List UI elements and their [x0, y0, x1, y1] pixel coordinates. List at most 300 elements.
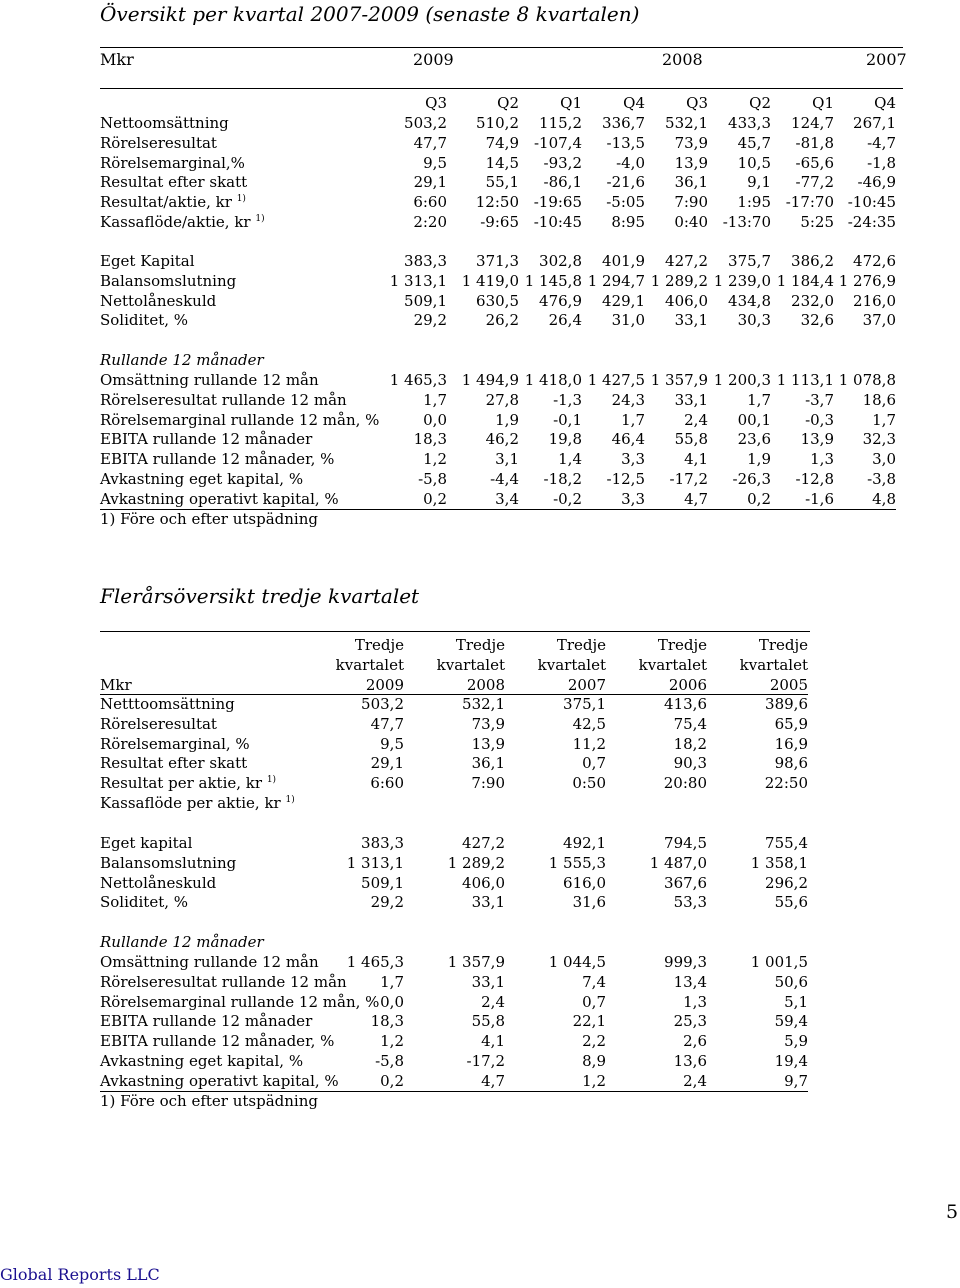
- row-label: [100, 195, 246, 210]
- row-label: [100, 873, 217, 892]
- footnote-marker: 1): [255, 214, 265, 224]
- table-cell: -10:45: [847, 193, 896, 212]
- table-cell: 22:50: [764, 774, 808, 793]
- table-cell: 755,4: [765, 834, 808, 852]
- footnote-marker: 1): [285, 795, 295, 805]
- table-cell: -1,8: [867, 153, 896, 172]
- section1-year-2008: 2008: [662, 50, 703, 69]
- table-cell: 1 294,7: [587, 271, 645, 290]
- table-cell: 434,8: [728, 291, 771, 310]
- row-label: [100, 489, 339, 508]
- table-cell: 3,4: [495, 489, 519, 508]
- table-cell: 50,6: [774, 972, 808, 991]
- quarter-header: Q2: [749, 94, 771, 112]
- table-cell: 10,5: [737, 153, 771, 172]
- table-cell: 23,6: [737, 430, 771, 449]
- table-cell: -0,3: [805, 410, 834, 429]
- row-label-text: EBITA rullande 12 månader, %: [100, 1032, 335, 1051]
- table-cell: 4,7: [481, 1071, 505, 1090]
- table-cell: -13:70: [722, 213, 771, 231]
- table-cell: 232,0: [791, 291, 834, 310]
- table-cell: 13,4: [673, 972, 707, 991]
- table-cell: -4,4: [490, 470, 519, 488]
- table-cell: 12:50: [475, 193, 519, 212]
- table-cell: 413,6: [664, 695, 707, 713]
- table-cell: 4,1: [684, 450, 708, 469]
- table-cell: 98,6: [774, 754, 808, 773]
- table-cell: 1 357,9: [447, 953, 505, 971]
- table-cell: 3,0: [872, 450, 896, 469]
- table-cell: 13,6: [673, 1052, 707, 1070]
- table-cell: 27,8: [485, 390, 519, 409]
- table-cell: -19:65: [533, 193, 582, 212]
- table-cell: -77,2: [795, 173, 834, 192]
- table-cell: 1 289,2: [650, 271, 708, 290]
- table-cell: 0:40: [674, 213, 708, 231]
- table-cell: 75,4: [673, 714, 707, 733]
- row-label: [100, 116, 229, 131]
- quarter-header: Q1: [812, 94, 834, 112]
- table-cell: 37,0: [862, 311, 896, 330]
- column-header-line2: kvartalet: [537, 656, 606, 674]
- table-cell: 124,7: [791, 114, 834, 132]
- table-cell: 1 145,8: [524, 271, 582, 290]
- table-cell: -26,3: [732, 470, 771, 488]
- table-cell: 9,7: [784, 1071, 808, 1090]
- table-cell: 401,9: [602, 252, 645, 270]
- quarter-header: Q2: [497, 94, 519, 112]
- table-cell: 1,9: [495, 410, 519, 429]
- table-cell: 1 494,9: [461, 371, 519, 389]
- table-cell: 13,9: [471, 734, 505, 753]
- footer-brand: Global Reports LLC: [0, 1265, 160, 1284]
- row-label-text: EBITA rullande 12 månader, %: [100, 450, 335, 469]
- table-cell: -9:65: [480, 213, 519, 231]
- table-cell: 2,2: [582, 1032, 606, 1051]
- row-label-text: Soliditet, %: [100, 893, 189, 912]
- table-cell: 1,3: [810, 450, 834, 469]
- table-cell: 1 465,3: [389, 371, 447, 389]
- table-cell: -13,5: [606, 133, 645, 152]
- table-cell: 367,6: [664, 873, 707, 892]
- year-header: 2008: [466, 676, 505, 694]
- table-cell: 6:60: [413, 193, 447, 212]
- table-cell: 11,2: [572, 734, 606, 753]
- table-cell: 18,2: [673, 734, 707, 753]
- table-cell: 45,7: [737, 133, 771, 152]
- table-cell: 1 555,3: [548, 853, 606, 872]
- table-cell: 1,7: [380, 972, 404, 991]
- row-label-text: Avkastning eget kapital, %: [100, 470, 304, 488]
- row-label: [100, 853, 237, 872]
- table-cell: -93,2: [543, 153, 582, 172]
- row-label: [100, 215, 265, 230]
- table-cell: -0,1: [553, 410, 582, 429]
- table-cell: 1 184,4: [776, 271, 834, 290]
- page-number: 5: [946, 1201, 959, 1223]
- table-cell: -5:05: [606, 193, 645, 212]
- table-cell: 2,4: [683, 1071, 707, 1090]
- table-cell: 1 487,0: [649, 853, 707, 872]
- section2-rolling-heading: Rullande 12 månader: [100, 933, 264, 951]
- table-cell: 29,1: [413, 173, 447, 192]
- table-cell: -107,4: [533, 133, 582, 152]
- table-cell: 1 419,0: [461, 271, 519, 290]
- row-label: [100, 1054, 303, 1069]
- table-cell: 1 239,0: [713, 271, 771, 290]
- row-label-text: Rörelseresultat rullande 12 mån: [100, 390, 347, 409]
- table-cell: 386,2: [791, 252, 834, 270]
- row-label: [100, 472, 303, 487]
- table-cell: 36,1: [471, 754, 505, 773]
- row-label-text: Rörelseresultat: [100, 133, 217, 152]
- table-cell: 1 044,5: [548, 953, 606, 971]
- table-cell: 14,5: [485, 153, 519, 172]
- table-cell: -1,3: [553, 390, 582, 409]
- table-cell: 1,4: [558, 450, 582, 469]
- table-cell: 25,3: [673, 1012, 707, 1031]
- table-cell: 2,6: [683, 1032, 707, 1051]
- table-cell: 55,8: [674, 430, 708, 449]
- table-cell: 375,7: [728, 252, 771, 270]
- table-cell: 1,7: [872, 410, 896, 429]
- table-cell: 1 357,9: [650, 371, 708, 389]
- table-cell: 16,9: [774, 734, 808, 753]
- row-label-text: Nettoomsättning: [100, 114, 229, 132]
- table-cell: 53,3: [673, 893, 707, 912]
- table-cell: 55,6: [774, 893, 808, 912]
- table-cell: 19,4: [774, 1052, 808, 1070]
- table-cell: 371,3: [476, 252, 519, 270]
- table-cell: 55,8: [471, 1012, 505, 1031]
- row-label-text: Rörelsemarginal, %: [100, 734, 250, 753]
- table-cell: 4,7: [684, 489, 708, 508]
- table-cell: 616,0: [563, 873, 606, 892]
- row-label-text: Resultat per aktie, kr: [100, 774, 263, 793]
- table-cell: 476,9: [539, 291, 582, 310]
- table-cell: -17,2: [669, 470, 708, 488]
- table-cell: 509,1: [361, 873, 404, 892]
- column-header-line1: Tredje: [556, 636, 606, 654]
- table-cell: 8,9: [582, 1052, 606, 1070]
- table-cell: 1 418,0: [524, 371, 582, 389]
- quarter-header: Q3: [425, 94, 447, 112]
- column-header-line2: kvartalet: [638, 656, 707, 674]
- table-cell: 1 001,5: [750, 953, 808, 971]
- table-cell: 74,9: [485, 133, 519, 152]
- quarter-header: Q1: [560, 94, 582, 112]
- table-cell: 3,1: [495, 450, 519, 469]
- row-label-text: Rörelseresultat: [100, 714, 217, 733]
- row-label: [100, 175, 247, 190]
- quarter-header: Q4: [623, 94, 645, 112]
- row-label: [100, 291, 217, 310]
- table-cell: -10:45: [533, 213, 582, 231]
- column-header-line2: kvartalet: [335, 656, 404, 674]
- section1-year-2009: 2009: [413, 50, 454, 69]
- table-cell: 510,2: [476, 114, 519, 132]
- year-header: 2009: [365, 676, 404, 694]
- table-cell: 0,2: [747, 489, 771, 508]
- table-cell: 1,7: [423, 390, 447, 409]
- column-header-line1: Tredje: [758, 636, 808, 654]
- row-label-text: Rörelsemarginal rullande 12 mån, %: [100, 992, 380, 1011]
- row-label-text: Kassaflöde/aktie, kr: [100, 213, 251, 231]
- footnote-marker: 1): [236, 194, 246, 205]
- table-cell: 7,4: [582, 972, 606, 991]
- table-cell: 406,0: [665, 291, 708, 310]
- section2-title: Flerårsöversikt tredje kvartalet: [100, 584, 420, 608]
- table-cell: 630,5: [476, 291, 519, 310]
- table-cell: -18,2: [543, 470, 582, 488]
- table-cell: -17,2: [466, 1052, 505, 1070]
- table-cell: 32,3: [862, 430, 896, 449]
- table-cell: 9,5: [423, 153, 447, 172]
- table-cell: 22,1: [572, 1012, 606, 1031]
- table-cell: -5,8: [375, 1052, 404, 1070]
- row-label-text: Omsättning rullande 12 mån: [100, 953, 319, 971]
- table-cell: 0,2: [380, 1071, 404, 1090]
- row-label-text: Avkastning operativt kapital, %: [100, 489, 339, 508]
- table-cell: 427,2: [462, 834, 505, 852]
- table-cell: 18,3: [370, 1012, 404, 1031]
- table-cell: 216,0: [853, 291, 896, 310]
- table-cell: 7:90: [674, 193, 708, 212]
- table-cell: 429,1: [602, 291, 645, 310]
- table-cell: 1 358,1: [750, 853, 808, 872]
- table-cell: -12,5: [606, 470, 645, 488]
- table-cell: 1 276,9: [838, 271, 896, 290]
- table-cell: 29,2: [413, 311, 447, 330]
- table-cell: 1 427,5: [587, 371, 645, 389]
- table-cell: 5,9: [784, 1032, 808, 1051]
- table-cell: 794,5: [664, 834, 707, 852]
- table-cell: 13,9: [674, 153, 708, 172]
- table-cell: 115,2: [539, 114, 582, 132]
- row-label: [100, 254, 195, 269]
- table-cell: -17:70: [785, 193, 834, 212]
- row-label-text: Eget kapital: [100, 834, 193, 852]
- row-label-text: EBITA rullande 12 månader: [100, 1012, 313, 1031]
- table-cell: 383,3: [404, 252, 447, 270]
- table-cell: 26,4: [548, 311, 582, 330]
- table-cell: 9,1: [747, 173, 771, 192]
- row-label: [100, 271, 237, 290]
- table-cell: 336,7: [602, 114, 645, 132]
- section1-footnote: 1) Före och efter utspädning: [100, 510, 318, 528]
- table-cell: 5,1: [784, 992, 808, 1011]
- table-cell: 0,7: [582, 992, 606, 1011]
- table-cell: 1,3: [683, 992, 707, 1011]
- table-cell: 3,3: [621, 489, 645, 508]
- year-header: 2005: [769, 676, 808, 694]
- column-header-line1: Tredje: [657, 636, 707, 654]
- section1-unit: Mkr: [100, 50, 134, 69]
- table-cell: 1,7: [621, 410, 645, 429]
- table-cell: 30,3: [737, 311, 771, 330]
- section2-footnote: 1) Före och efter utspädning: [100, 1092, 318, 1110]
- year-header: 2007: [567, 676, 606, 694]
- table-cell: 29,1: [370, 754, 404, 773]
- row-label-text: Resultat efter skatt: [100, 173, 248, 192]
- section1-year-2007: 2007: [866, 50, 907, 69]
- table-cell: 383,3: [361, 834, 404, 852]
- table-cell: 4,1: [481, 1032, 505, 1051]
- table-cell: 73,9: [471, 714, 505, 733]
- table-cell: 1 313,1: [389, 271, 447, 290]
- row-label-text: EBITA rullande 12 månader: [100, 430, 313, 449]
- table-cell: 24,3: [611, 390, 645, 409]
- table-cell: -4,7: [867, 133, 896, 152]
- table-cell: 389,6: [765, 695, 808, 713]
- table-cell: 1 289,2: [447, 853, 505, 872]
- table-cell: 33,1: [674, 311, 708, 330]
- table-cell: 0,0: [380, 992, 404, 1011]
- section1-title: Översikt per kvartal 2007-2009 (senaste 8 kvartalen): [100, 2, 640, 26]
- row-label: [100, 133, 217, 152]
- section2-top-rule: [100, 631, 810, 632]
- section2-unit: Mkr: [100, 676, 132, 694]
- table-cell: -4,0: [616, 153, 645, 172]
- table-cell: 1 313,1: [346, 853, 404, 872]
- table-cell: -86,1: [543, 173, 582, 192]
- table-cell: 427,2: [665, 252, 708, 270]
- table-cell: -46,9: [857, 173, 896, 192]
- table-cell: 472,6: [853, 252, 896, 270]
- row-label-text: Rörelseresultat rullande 12 mån: [100, 972, 347, 991]
- table-cell: 20:80: [663, 774, 707, 793]
- row-label: [100, 153, 245, 172]
- column-header-line2: kvartalet: [739, 656, 808, 674]
- table-cell: 406,0: [462, 873, 505, 892]
- table-cell: 532,1: [462, 695, 505, 713]
- table-cell: 492,1: [563, 834, 606, 852]
- row-label-text: Eget Kapital: [100, 252, 195, 270]
- row-label: [100, 756, 247, 771]
- row-label-text: Nettolåneskuld: [100, 291, 217, 310]
- table-cell: 13,9: [800, 430, 834, 449]
- table-cell: 509,1: [404, 291, 447, 310]
- table-cell: 31,6: [572, 893, 606, 912]
- table-cell: 00,1: [737, 410, 771, 429]
- row-label: [100, 895, 188, 910]
- table-cell: 65,9: [774, 714, 808, 733]
- table-cell: 9,5: [380, 734, 404, 753]
- quarter-header: Q3: [686, 94, 708, 112]
- row-label-text: Resultat/aktie, kr: [100, 193, 232, 212]
- row-label: [100, 836, 192, 851]
- table-cell: 267,1: [853, 114, 896, 132]
- table-cell: 1 078,8: [838, 371, 896, 389]
- table-cell: 5:25: [800, 213, 834, 231]
- table-cell: 3,3: [621, 450, 645, 469]
- table-cell: 0,2: [423, 489, 447, 508]
- table-cell: 532,1: [665, 114, 708, 132]
- row-label: [100, 734, 250, 753]
- table-cell: 59,4: [774, 1012, 808, 1031]
- table-cell: 55,1: [485, 173, 519, 192]
- table-cell: -1,6: [805, 489, 834, 508]
- section1-header-rule: [100, 88, 903, 89]
- table-cell: 33,1: [471, 893, 505, 912]
- row-label: [100, 714, 217, 733]
- year-header: 2006: [668, 676, 707, 694]
- table-cell: 42,5: [572, 714, 606, 733]
- table-cell: 1,9: [747, 450, 771, 469]
- row-label-text: Rörelsemarginal rullande 12 mån, %: [100, 410, 380, 429]
- row-label-text: Soliditet, %: [100, 311, 189, 330]
- row-label-text: Resultat efter skatt: [100, 754, 248, 773]
- column-header-line1: Tredje: [354, 636, 404, 654]
- table-cell: 47,7: [370, 714, 404, 733]
- table-cell: 1,2: [380, 1032, 404, 1051]
- table-cell: 33,1: [471, 972, 505, 991]
- table-cell: 47,7: [413, 133, 447, 152]
- row-label: [100, 796, 295, 811]
- table-cell: -81,8: [795, 133, 834, 152]
- column-header-line1: Tredje: [455, 636, 505, 654]
- row-label-text: Nettolåneskuld: [100, 873, 217, 892]
- table-cell: 1 200,3: [713, 371, 771, 389]
- table-cell: 73,9: [674, 133, 708, 152]
- row-label-text: Netttoomsättning: [100, 695, 235, 713]
- row-label-text: Balansomslutning: [100, 271, 237, 290]
- section1-rolling-heading: Rullande 12 månader: [100, 351, 264, 369]
- column-header-line2: kvartalet: [436, 656, 505, 674]
- row-label-text: Balansomslutning: [100, 853, 237, 872]
- row-label: [100, 697, 235, 712]
- row-label-text: Kassaflöde per aktie, kr: [100, 794, 281, 812]
- table-cell: -3,7: [805, 390, 834, 409]
- table-cell: 2,4: [684, 410, 708, 429]
- table-cell: 375,1: [563, 695, 606, 713]
- table-cell: 0,0: [423, 410, 447, 429]
- table-cell: 33,1: [674, 390, 708, 409]
- row-label: [100, 390, 347, 409]
- table-cell: 7:90: [471, 774, 505, 793]
- row-label: [100, 955, 319, 970]
- row-label: [100, 452, 334, 467]
- row-label: [100, 313, 188, 328]
- table-cell: 1:95: [737, 193, 771, 212]
- table-cell: 1 465,3: [346, 953, 404, 971]
- table-cell: -0,2: [553, 489, 582, 508]
- row-label: [100, 776, 276, 791]
- row-label-text: Avkastning operativt kapital, %: [100, 1071, 339, 1090]
- table-cell: 46,2: [485, 430, 519, 449]
- table-cell: 1,7: [747, 390, 771, 409]
- table-cell: -3,8: [867, 470, 896, 488]
- section1-top-rule: [100, 47, 903, 48]
- table-cell: 8:95: [611, 213, 645, 231]
- row-label: [100, 432, 312, 447]
- table-cell: 2,4: [481, 992, 505, 1011]
- row-label-text: Rörelsemarginal,%: [100, 153, 245, 172]
- table-cell: 0:50: [572, 774, 606, 793]
- table-cell: 26,2: [485, 311, 519, 330]
- table-cell: -5,8: [418, 470, 447, 488]
- table-cell: 503,2: [404, 114, 447, 132]
- table-cell: 29,2: [370, 893, 404, 912]
- table-cell: -21,6: [606, 173, 645, 192]
- row-label: [100, 373, 319, 388]
- table-cell: 36,1: [674, 173, 708, 192]
- footnote-marker: 1): [266, 775, 277, 786]
- table-cell: 302,8: [539, 252, 582, 270]
- row-label: [100, 410, 380, 429]
- table-cell: 46,4: [611, 430, 645, 449]
- table-cell: 90,3: [673, 754, 707, 773]
